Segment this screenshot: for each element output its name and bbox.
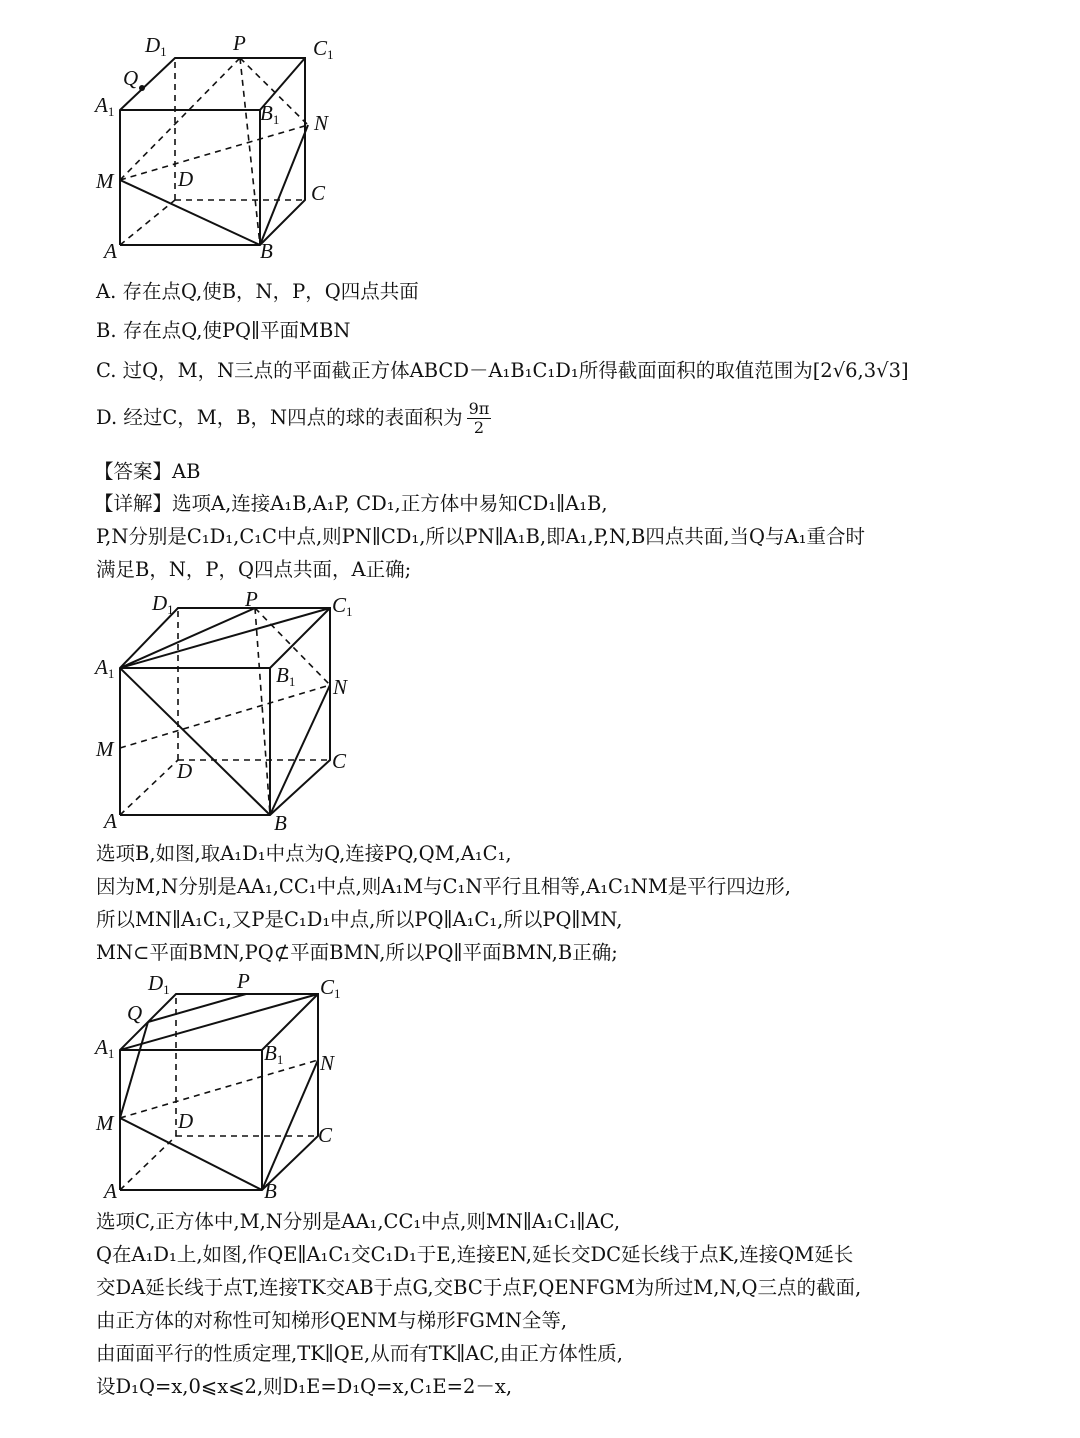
label-Q: Q	[123, 66, 139, 90]
label-B1: B1	[264, 1041, 284, 1067]
label-C1: C1	[320, 975, 341, 1001]
label-A: A	[104, 809, 117, 833]
label-A: A	[104, 1179, 117, 1203]
option-d	[96, 400, 491, 437]
label-D1: D1	[152, 591, 174, 617]
cube-figure-1	[90, 30, 350, 265]
label-A: A	[104, 239, 117, 263]
explain-c-line-4: 由正方体的对称性可知梯形QENM与梯形FGMN全等,	[96, 1309, 568, 1332]
label-C1: C1	[332, 593, 353, 619]
cube-figure-2	[90, 587, 365, 835]
explain-b-line-1: 选项B,如图,取A₁D₁中点为Q,连接PQ,QM,A₁C₁,	[96, 842, 512, 865]
label-C: C	[311, 181, 326, 205]
label-C1: C1	[313, 36, 334, 62]
label-B1: B1	[260, 101, 280, 127]
label-B1: B1	[276, 663, 296, 689]
label-M: M	[96, 1111, 114, 1135]
explain-c-line-1: 选项C,正方体中,M,N分别是AA₁,CC₁中点,则MN∥A₁C₁∥AC,	[96, 1210, 621, 1233]
explain-b-line-3: 所以MN∥A₁C₁,又P是C₁D₁中点,所以PQ∥A₁C₁,所以PQ∥MN,	[96, 908, 623, 931]
label-N: N	[333, 675, 348, 699]
explain-c-line-3: 交DA延长线于点T,连接TK交AB于点G,交BC于点F,QENFGM为所过M,N,Q三点的截面,	[96, 1276, 862, 1299]
label-N: N	[314, 111, 329, 135]
label-D: D	[177, 759, 193, 783]
label-D: D	[178, 1109, 194, 1133]
explain-c-line-6: 设D₁Q=x,0⩽x⩽2,则D₁E=D₁Q=x,C₁E=2－x,	[96, 1375, 513, 1398]
label-B: B	[260, 239, 273, 263]
explain-a-line-3: 满足B，N，P，Q四点共面，A正确;	[96, 558, 412, 581]
label-P: P	[233, 31, 246, 55]
label-A1: A1	[95, 655, 115, 681]
explain-b-line-4: MN⊂平面BMN,PQ⊄平面BMN,所以PQ∥平面BMN,B正确;	[96, 941, 618, 964]
label-N: N	[320, 1051, 335, 1075]
label-B: B	[274, 811, 287, 835]
option-a: A. 存在点Q,使B，N，P，Q四点共面	[96, 280, 419, 303]
answer-line: 【答案】AB	[94, 460, 201, 483]
label-C: C	[332, 749, 347, 773]
option-d-text: D. 经过C，M，B，N四点的球的表面积为	[96, 406, 463, 429]
option-c: C. 过Q，M，N三点的平面截正方体ABCD－A₁B₁C₁D₁所得截面面积的取值范围为[2√6,3√3]	[96, 359, 909, 382]
explain-a-line-2: P,N分别是C₁D₁,C₁C中点,则PN∥CD₁,所以PN∥A₁B,即A₁,P,N,B四点共面,当Q与A₁重合时	[96, 525, 865, 548]
label-P: P	[245, 587, 258, 611]
cube-figure-3	[90, 968, 355, 1203]
label-D1: D1	[148, 971, 170, 997]
explain-a-line-1: 【详解】选项A,连接A₁B,A₁P, CD₁,正方体中易知CD₁∥A₁B,	[94, 492, 608, 515]
label-A1: A1	[95, 93, 115, 119]
label-Q: Q	[127, 1001, 143, 1025]
label-M: M	[96, 169, 114, 193]
explain-c-line-5: 由面面平行的性质定理,TK∥QE,从而有TK∥AC,由正方体性质,	[96, 1342, 623, 1365]
fraction-9pi-over-2: $\frac{9\pi}{2}$	[468, 399, 490, 437]
explain-c-line-2: Q在A₁D₁上,如图,作QE∥A₁C₁交C₁D₁于E,连接EN,延长交DC延长线于点K,连接QM延长	[96, 1243, 854, 1266]
label-P: P	[237, 969, 250, 993]
label-A1: A1	[95, 1035, 115, 1061]
label-M: M	[96, 737, 114, 761]
label-D1: D1	[145, 33, 167, 59]
option-b: B. 存在点Q,使PQ∥平面MBN	[96, 319, 351, 342]
explain-b-line-2: 因为M,N分别是AA₁,CC₁中点,则A₁M与C₁N平行且相等,A₁C₁NM是平行四边形,	[96, 875, 791, 898]
label-B: B	[264, 1179, 277, 1203]
label-C: C	[318, 1123, 333, 1147]
label-D: D	[178, 167, 194, 191]
